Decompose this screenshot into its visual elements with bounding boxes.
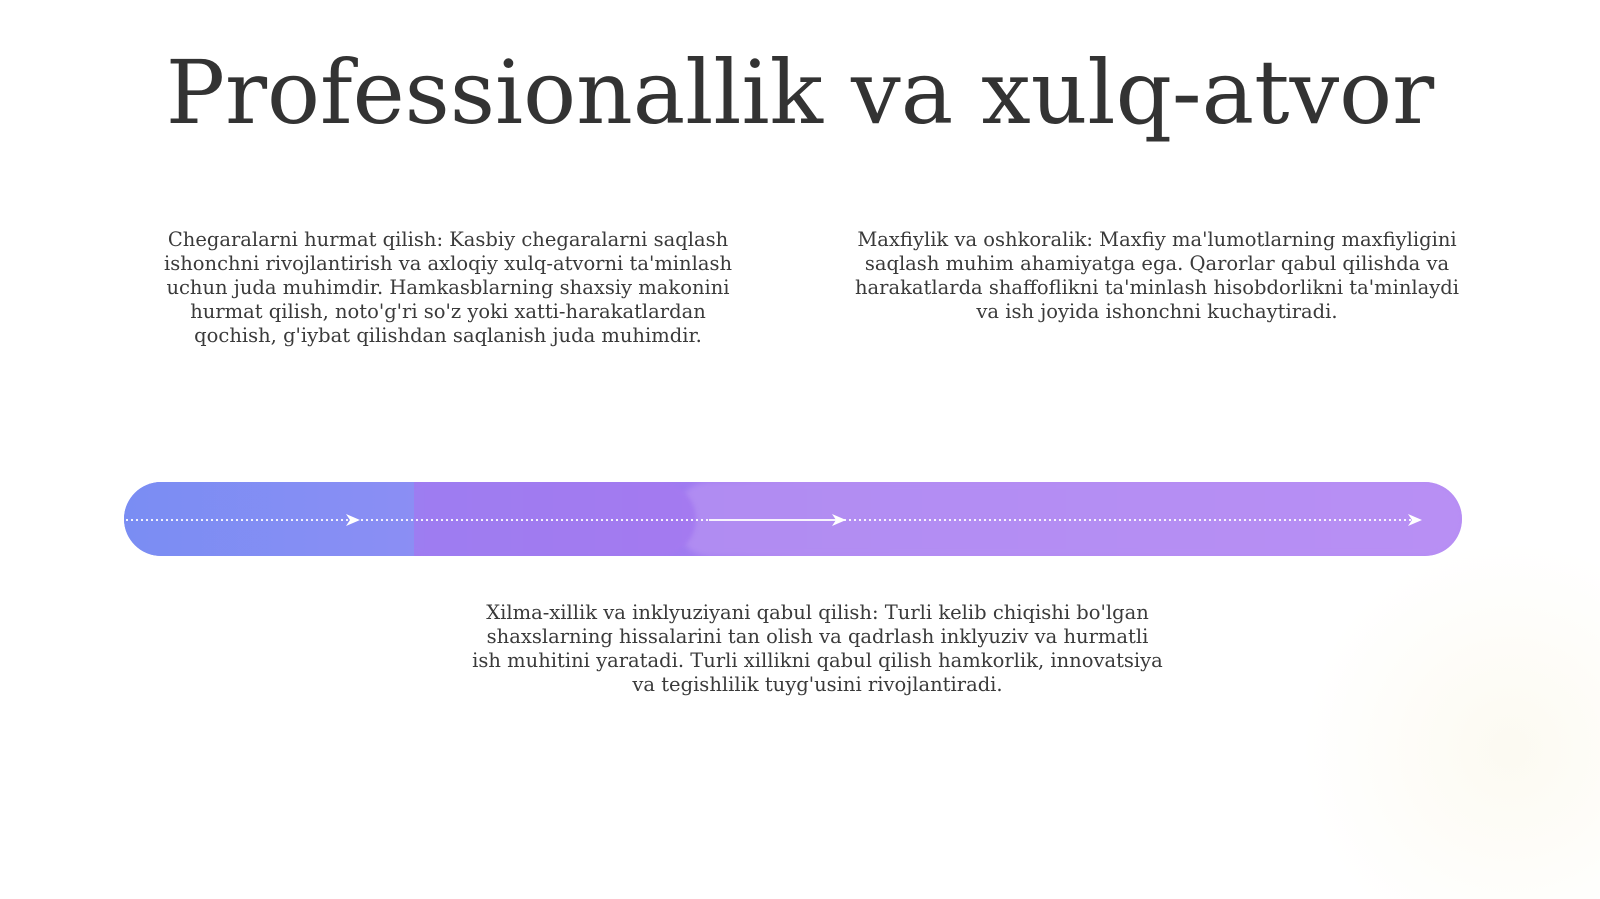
- timeline-bar: [124, 482, 1462, 556]
- text-block-confidentiality: Maxfiylik va oshkoralik: Maxfiy ma'lumotlarning maxfiyligini saqlash muhim ahamiyatga ega. Qarorlar qabul qilishda va harakatlarda shaffoflikni ta'minlash hisobdorlikni ta'minlaydi va ish joyida ishonchni kuchaytiradi.: [854, 228, 1460, 323]
- slide-title: Professionallik va xulq-atvor: [165, 41, 1435, 144]
- text-block-boundaries: Chegaralarni hurmat qilish: Kasbiy chegaralarni saqlash ishonchni rivojlantirish va axloqiy xulq-atvorni ta'minlash uchun juda muhimdir. Hamkasblarning shaxsiy makonini hurmat qilish, noto'g'ri so'z yoki xatti-harakatlardan qochish, g'iybat qilishdan saqlanish juda muhimdir.: [163, 228, 733, 347]
- arrow-right-icon: [346, 514, 360, 526]
- corner-glow-decoration: [1300, 539, 1600, 899]
- timeline-arrows: [124, 482, 1462, 556]
- text-block-diversity: Xilma-xillik va inklyuziyani qabul qilish: Turli kelib chiqishi bo'lgan shaxslarning hissalarini tan olish va qadrlash inklyuziv va hurmatli ish muhitini yaratadi. Turli xillikni qabul qilish hamkorlik, innovatsiya va tegishlilik tuyg'usini rivojlantiradi.: [472, 601, 1163, 696]
